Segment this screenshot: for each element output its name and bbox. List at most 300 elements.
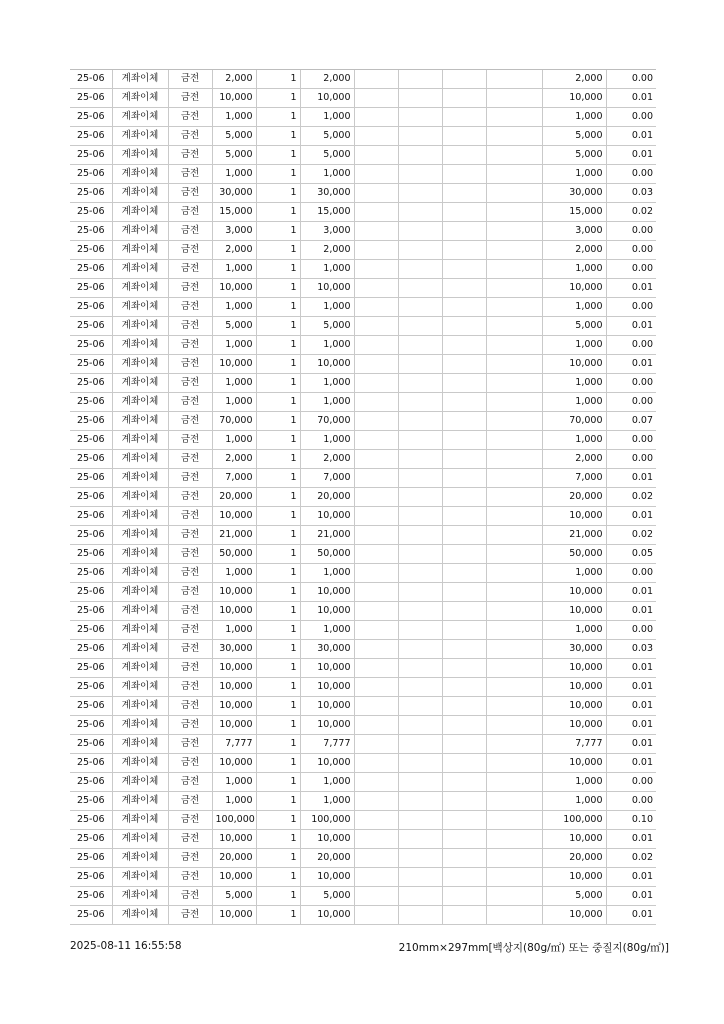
blank-cell (442, 355, 486, 374)
date-cell: 25-06 (70, 507, 112, 526)
blank-cell (354, 602, 398, 621)
method-cell: 계좌이체 (112, 146, 168, 165)
unit-amount-cell: 1,000 (212, 374, 256, 393)
date-cell: 25-06 (70, 165, 112, 184)
blank-cell (486, 469, 542, 488)
blank-cell (486, 298, 542, 317)
ratio-cell: 0.00 (606, 241, 656, 260)
table-row (70, 716, 656, 735)
blank-cell (354, 279, 398, 298)
blank-cell (398, 849, 442, 868)
blank-cell (486, 260, 542, 279)
amount-cell: 20,000 (300, 488, 354, 507)
total-cell: 10,000 (542, 355, 606, 374)
ratio-cell: 0.01 (606, 127, 656, 146)
total-cell: 10,000 (542, 716, 606, 735)
blank-cell (354, 184, 398, 203)
quantity-cell: 1 (256, 146, 300, 165)
amount-cell: 3,000 (300, 222, 354, 241)
total-cell: 1,000 (542, 298, 606, 317)
blank-cell (354, 735, 398, 754)
method-cell: 계좌이체 (112, 583, 168, 602)
quantity-cell: 1 (256, 127, 300, 146)
amount-cell: 1,000 (300, 260, 354, 279)
blank-cell (442, 222, 486, 241)
blank-cell (486, 450, 542, 469)
type-cell: 금전 (168, 374, 212, 393)
blank-cell (354, 431, 398, 450)
method-cell: 계좌이체 (112, 564, 168, 583)
amount-cell: 5,000 (300, 127, 354, 146)
blank-cell (442, 241, 486, 260)
total-cell: 20,000 (542, 849, 606, 868)
table-row (70, 773, 656, 792)
type-cell: 금전 (168, 203, 212, 222)
unit-amount-cell: 1,000 (212, 792, 256, 811)
method-cell: 계좌이체 (112, 659, 168, 678)
date-cell: 25-06 (70, 735, 112, 754)
amount-cell: 2,000 (300, 241, 354, 260)
blank-cell (442, 127, 486, 146)
date-cell: 25-06 (70, 298, 112, 317)
date-cell: 25-06 (70, 336, 112, 355)
amount-cell: 30,000 (300, 640, 354, 659)
table-row (70, 412, 656, 431)
table-row (70, 127, 656, 146)
amount-cell: 5,000 (300, 317, 354, 336)
method-cell: 계좌이체 (112, 393, 168, 412)
unit-amount-cell: 10,000 (212, 697, 256, 716)
table-row (70, 431, 656, 450)
quantity-cell: 1 (256, 526, 300, 545)
total-cell: 21,000 (542, 526, 606, 545)
table-row (70, 317, 656, 336)
quantity-cell: 1 (256, 336, 300, 355)
table-row (70, 89, 656, 108)
blank-cell (354, 165, 398, 184)
ratio-cell: 0.01 (606, 317, 656, 336)
ratio-cell: 0.01 (606, 716, 656, 735)
blank-cell (398, 222, 442, 241)
amount-cell: 5,000 (300, 146, 354, 165)
ratio-cell: 0.00 (606, 298, 656, 317)
amount-cell: 2,000 (300, 450, 354, 469)
method-cell: 계좌이체 (112, 754, 168, 773)
table-row (70, 697, 656, 716)
type-cell: 금전 (168, 165, 212, 184)
date-cell: 25-06 (70, 773, 112, 792)
total-cell: 1,000 (542, 108, 606, 127)
method-cell: 계좌이체 (112, 355, 168, 374)
blank-cell (486, 792, 542, 811)
blank-cell (398, 583, 442, 602)
total-cell: 1,000 (542, 792, 606, 811)
ratio-cell: 0.10 (606, 811, 656, 830)
blank-cell (354, 545, 398, 564)
date-cell: 25-06 (70, 868, 112, 887)
total-cell: 10,000 (542, 868, 606, 887)
unit-amount-cell: 7,000 (212, 469, 256, 488)
unit-amount-cell: 10,000 (212, 279, 256, 298)
table-row (70, 583, 656, 602)
blank-cell (486, 184, 542, 203)
date-cell: 25-06 (70, 678, 112, 697)
blank-cell (486, 279, 542, 298)
date-cell: 25-06 (70, 279, 112, 298)
quantity-cell: 1 (256, 792, 300, 811)
total-cell: 20,000 (542, 488, 606, 507)
amount-cell: 100,000 (300, 811, 354, 830)
method-cell: 계좌이체 (112, 811, 168, 830)
blank-cell (486, 754, 542, 773)
method-cell: 계좌이체 (112, 89, 168, 108)
blank-cell (486, 545, 542, 564)
table-row (70, 222, 656, 241)
blank-cell (442, 526, 486, 545)
blank-cell (354, 830, 398, 849)
unit-amount-cell: 15,000 (212, 203, 256, 222)
date-cell: 25-06 (70, 450, 112, 469)
total-cell: 1,000 (542, 336, 606, 355)
total-cell: 50,000 (542, 545, 606, 564)
blank-cell (398, 887, 442, 906)
date-cell: 25-06 (70, 241, 112, 260)
blank-cell (398, 317, 442, 336)
table-row (70, 564, 656, 583)
method-cell: 계좌이체 (112, 602, 168, 621)
blank-cell (398, 906, 442, 925)
method-cell: 계좌이체 (112, 70, 168, 89)
quantity-cell: 1 (256, 89, 300, 108)
table-row (70, 659, 656, 678)
date-cell: 25-06 (70, 146, 112, 165)
type-cell: 금전 (168, 298, 212, 317)
total-cell: 1,000 (542, 564, 606, 583)
ratio-cell: 0.00 (606, 222, 656, 241)
blank-cell (486, 716, 542, 735)
blank-cell (398, 298, 442, 317)
quantity-cell: 1 (256, 773, 300, 792)
blank-cell (398, 412, 442, 431)
blank-cell (486, 849, 542, 868)
blank-cell (354, 146, 398, 165)
type-cell: 금전 (168, 640, 212, 659)
ratio-cell: 0.01 (606, 754, 656, 773)
date-cell: 25-06 (70, 526, 112, 545)
amount-cell: 10,000 (300, 868, 354, 887)
blank-cell (398, 773, 442, 792)
table-row (70, 887, 656, 906)
amount-cell: 1,000 (300, 564, 354, 583)
unit-amount-cell: 1,000 (212, 298, 256, 317)
quantity-cell: 1 (256, 678, 300, 697)
unit-amount-cell: 10,000 (212, 583, 256, 602)
blank-cell (486, 241, 542, 260)
blank-cell (398, 450, 442, 469)
blank-cell (442, 279, 486, 298)
ratio-cell: 0.05 (606, 545, 656, 564)
method-cell: 계좌이체 (112, 678, 168, 697)
blank-cell (398, 469, 442, 488)
blank-cell (442, 906, 486, 925)
table-row (70, 241, 656, 260)
quantity-cell: 1 (256, 279, 300, 298)
type-cell: 금전 (168, 754, 212, 773)
unit-amount-cell: 1,000 (212, 336, 256, 355)
method-cell: 계좌이체 (112, 127, 168, 146)
ratio-cell: 0.00 (606, 165, 656, 184)
ratio-cell: 0.01 (606, 469, 656, 488)
ratio-cell: 0.00 (606, 792, 656, 811)
amount-cell: 1,000 (300, 431, 354, 450)
amount-cell: 10,000 (300, 89, 354, 108)
blank-cell (442, 868, 486, 887)
method-cell: 계좌이체 (112, 203, 168, 222)
blank-cell (442, 469, 486, 488)
blank-cell (354, 393, 398, 412)
ratio-cell: 0.01 (606, 906, 656, 925)
ratio-cell: 0.03 (606, 640, 656, 659)
ratio-cell: 0.07 (606, 412, 656, 431)
type-cell: 금전 (168, 184, 212, 203)
total-cell: 10,000 (542, 754, 606, 773)
blank-cell (354, 127, 398, 146)
blank-cell (442, 564, 486, 583)
blank-cell (442, 697, 486, 716)
blank-cell (354, 526, 398, 545)
quantity-cell: 1 (256, 488, 300, 507)
unit-amount-cell: 1,000 (212, 773, 256, 792)
type-cell: 금전 (168, 906, 212, 925)
type-cell: 금전 (168, 89, 212, 108)
blank-cell (486, 906, 542, 925)
total-cell: 10,000 (542, 507, 606, 526)
type-cell: 금전 (168, 621, 212, 640)
quantity-cell: 1 (256, 754, 300, 773)
blank-cell (486, 488, 542, 507)
method-cell: 계좌이체 (112, 374, 168, 393)
quantity-cell: 1 (256, 545, 300, 564)
table-row (70, 488, 656, 507)
print-timestamp: 2025-08-11 16:55:58 (70, 940, 182, 952)
date-cell: 25-06 (70, 374, 112, 393)
blank-cell (354, 697, 398, 716)
date-cell: 25-06 (70, 716, 112, 735)
date-cell: 25-06 (70, 659, 112, 678)
type-cell: 금전 (168, 260, 212, 279)
blank-cell (398, 260, 442, 279)
total-cell: 7,777 (542, 735, 606, 754)
table-row (70, 146, 656, 165)
blank-cell (442, 450, 486, 469)
date-cell: 25-06 (70, 431, 112, 450)
quantity-cell: 1 (256, 602, 300, 621)
method-cell: 계좌이체 (112, 849, 168, 868)
blank-cell (486, 621, 542, 640)
method-cell: 계좌이체 (112, 716, 168, 735)
blank-cell (442, 773, 486, 792)
blank-cell (398, 545, 442, 564)
type-cell: 금전 (168, 279, 212, 298)
date-cell: 25-06 (70, 887, 112, 906)
table-row (70, 374, 656, 393)
amount-cell: 10,000 (300, 678, 354, 697)
blank-cell (354, 241, 398, 260)
unit-amount-cell: 70,000 (212, 412, 256, 431)
quantity-cell: 1 (256, 868, 300, 887)
ratio-cell: 0.03 (606, 184, 656, 203)
unit-amount-cell: 10,000 (212, 716, 256, 735)
ratio-cell: 0.01 (606, 887, 656, 906)
date-cell: 25-06 (70, 640, 112, 659)
ratio-cell: 0.00 (606, 431, 656, 450)
blank-cell (442, 507, 486, 526)
blank-cell (398, 89, 442, 108)
blank-cell (354, 640, 398, 659)
blank-cell (398, 526, 442, 545)
table-row (70, 70, 656, 89)
blank-cell (354, 583, 398, 602)
unit-amount-cell: 10,000 (212, 89, 256, 108)
type-cell: 금전 (168, 545, 212, 564)
blank-cell (486, 412, 542, 431)
blank-cell (442, 374, 486, 393)
blank-cell (354, 260, 398, 279)
method-cell: 계좌이체 (112, 165, 168, 184)
blank-cell (354, 906, 398, 925)
type-cell: 금전 (168, 659, 212, 678)
blank-cell (354, 754, 398, 773)
blank-cell (354, 507, 398, 526)
ratio-cell: 0.01 (606, 659, 656, 678)
total-cell: 10,000 (542, 89, 606, 108)
type-cell: 금전 (168, 431, 212, 450)
blank-cell (486, 355, 542, 374)
method-cell: 계좌이체 (112, 545, 168, 564)
blank-cell (398, 184, 442, 203)
unit-amount-cell: 5,000 (212, 127, 256, 146)
blank-cell (354, 298, 398, 317)
unit-amount-cell: 1,000 (212, 260, 256, 279)
blank-cell (486, 602, 542, 621)
method-cell: 계좌이체 (112, 887, 168, 906)
blank-cell (486, 735, 542, 754)
type-cell: 금전 (168, 868, 212, 887)
ratio-cell: 0.01 (606, 678, 656, 697)
blank-cell (354, 773, 398, 792)
type-cell: 금전 (168, 583, 212, 602)
total-cell: 5,000 (542, 127, 606, 146)
blank-cell (354, 887, 398, 906)
table-row (70, 298, 656, 317)
blank-cell (398, 336, 442, 355)
ratio-cell: 0.01 (606, 583, 656, 602)
blank-cell (486, 868, 542, 887)
total-cell: 10,000 (542, 583, 606, 602)
blank-cell (398, 127, 442, 146)
quantity-cell: 1 (256, 203, 300, 222)
blank-cell (398, 811, 442, 830)
type-cell: 금전 (168, 393, 212, 412)
ratio-cell: 0.02 (606, 849, 656, 868)
unit-amount-cell: 10,000 (212, 830, 256, 849)
blank-cell (486, 773, 542, 792)
quantity-cell: 1 (256, 621, 300, 640)
blank-cell (442, 754, 486, 773)
table-row (70, 393, 656, 412)
type-cell: 금전 (168, 127, 212, 146)
table-row (70, 279, 656, 298)
unit-amount-cell: 10,000 (212, 507, 256, 526)
quantity-cell: 1 (256, 583, 300, 602)
date-cell: 25-06 (70, 260, 112, 279)
blank-cell (486, 830, 542, 849)
unit-amount-cell: 7,777 (212, 735, 256, 754)
date-cell: 25-06 (70, 621, 112, 640)
unit-amount-cell: 5,000 (212, 146, 256, 165)
blank-cell (442, 431, 486, 450)
quantity-cell: 1 (256, 507, 300, 526)
blank-cell (442, 203, 486, 222)
blank-cell (398, 602, 442, 621)
blank-cell (354, 355, 398, 374)
table-row (70, 830, 656, 849)
blank-cell (486, 317, 542, 336)
blank-cell (398, 830, 442, 849)
blank-cell (354, 412, 398, 431)
ratio-cell: 0.01 (606, 507, 656, 526)
unit-amount-cell: 10,000 (212, 659, 256, 678)
total-cell: 3,000 (542, 222, 606, 241)
ratio-cell: 0.00 (606, 621, 656, 640)
method-cell: 계좌이체 (112, 336, 168, 355)
type-cell: 금전 (168, 241, 212, 260)
blank-cell (354, 849, 398, 868)
amount-cell: 70,000 (300, 412, 354, 431)
blank-cell (486, 146, 542, 165)
date-cell: 25-06 (70, 469, 112, 488)
blank-cell (486, 108, 542, 127)
type-cell: 금전 (168, 355, 212, 374)
date-cell: 25-06 (70, 697, 112, 716)
date-cell: 25-06 (70, 184, 112, 203)
type-cell: 금전 (168, 735, 212, 754)
total-cell: 1,000 (542, 773, 606, 792)
amount-cell: 1,000 (300, 374, 354, 393)
amount-cell: 30,000 (300, 184, 354, 203)
table-row (70, 336, 656, 355)
method-cell: 계좌이체 (112, 241, 168, 260)
quantity-cell: 1 (256, 735, 300, 754)
blank-cell (398, 564, 442, 583)
type-cell: 금전 (168, 469, 212, 488)
method-cell: 계좌이체 (112, 488, 168, 507)
date-cell: 25-06 (70, 811, 112, 830)
total-cell: 10,000 (542, 279, 606, 298)
unit-amount-cell: 3,000 (212, 222, 256, 241)
unit-amount-cell: 30,000 (212, 640, 256, 659)
ratio-cell: 0.01 (606, 868, 656, 887)
blank-cell (442, 602, 486, 621)
blank-cell (398, 792, 442, 811)
blank-cell (486, 564, 542, 583)
quantity-cell: 1 (256, 431, 300, 450)
blank-cell (442, 336, 486, 355)
blank-cell (442, 811, 486, 830)
quantity-cell: 1 (256, 887, 300, 906)
method-cell: 계좌이체 (112, 830, 168, 849)
date-cell: 25-06 (70, 355, 112, 374)
